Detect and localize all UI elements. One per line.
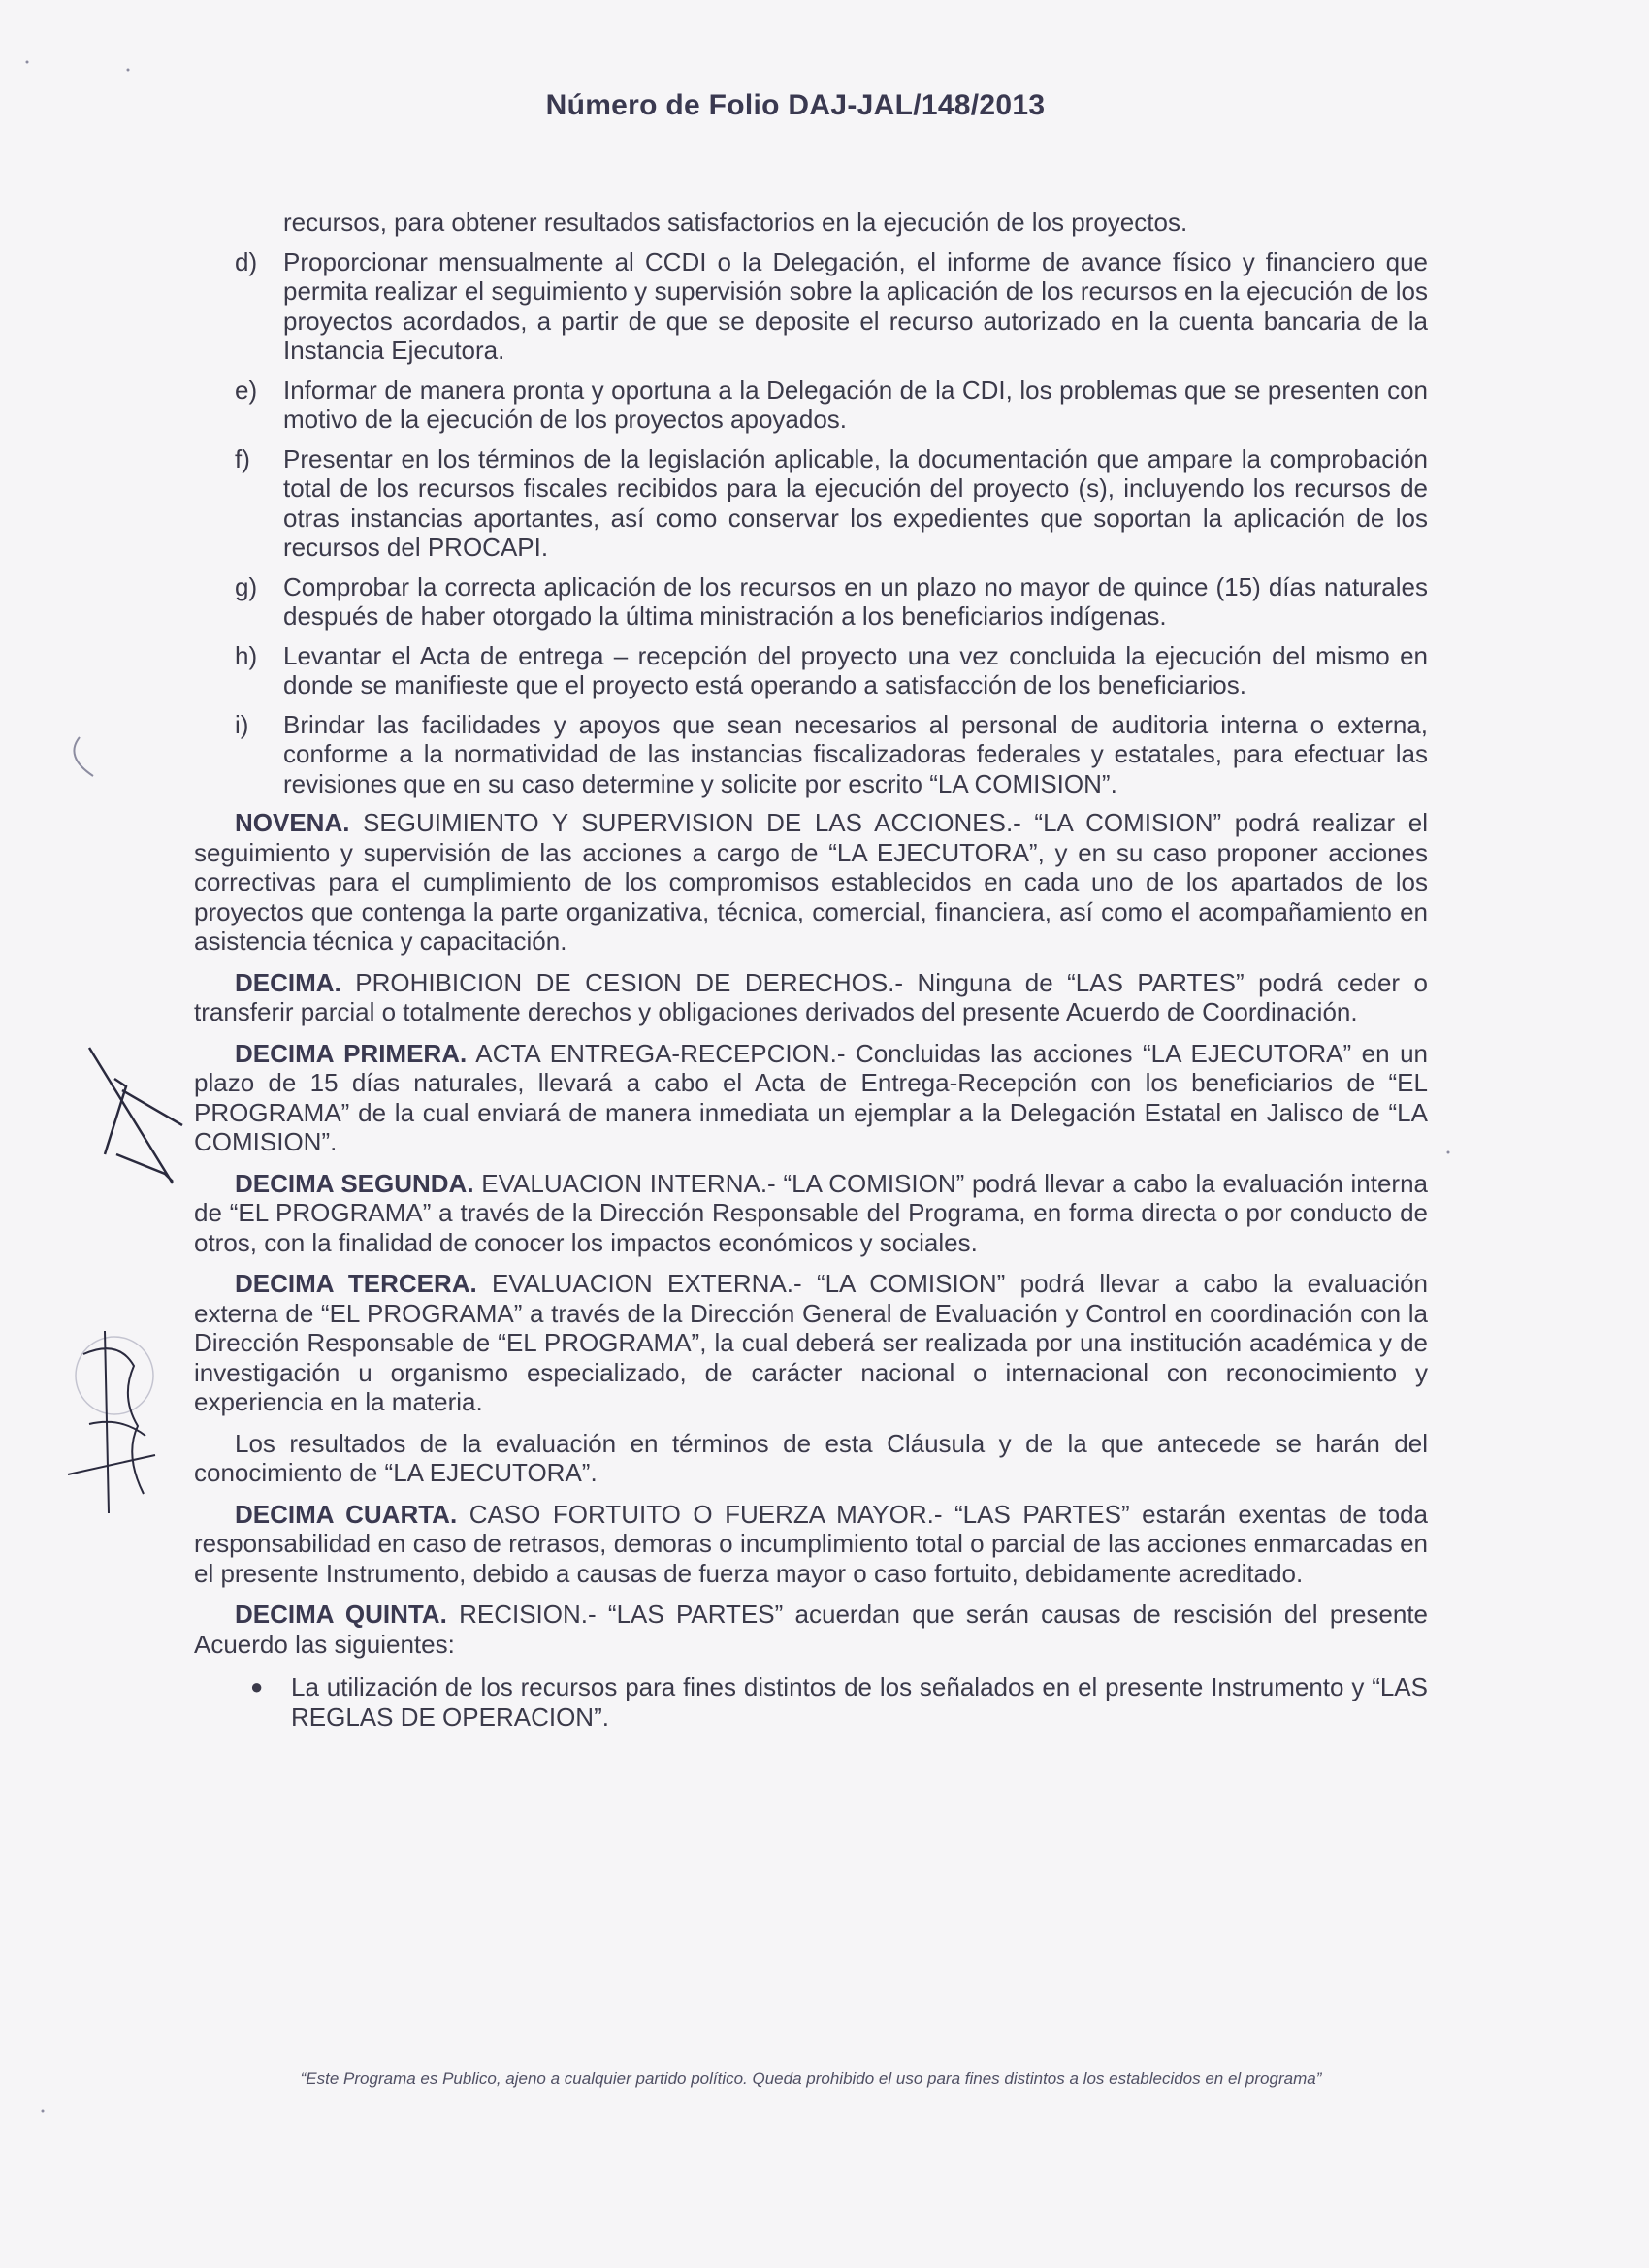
list-item-h [194, 641, 1428, 700]
list-item-g [194, 572, 1428, 632]
clause-text: SEGUIMIENTO Y SUPERVISION DE LAS ACCIONES.- “LA COMISION” podrá realizar el seguimiento y supervisión de las acciones a cargo de “LA EJECUTORA”, y en su caso proponer acciones correctivas para el cumplimiento de los compromisos establecidos en cada uno de los apartados de los proyectos que contenga la parte organizativa, técnica, comercial, financiera, así como el acompañamiento en asistencia técnica y capacitación. [194, 808, 1428, 956]
list-item-label: d) [235, 246, 258, 276]
list-item-text: Comprobar la correcta aplicación de los recursos en un plazo no mayor de quince (15) días naturales después de haber otorgado la última ministración a los beneficiarios indígenas. [283, 571, 1428, 631]
list-item-text: Brindar las facilidades y apoyos que sean necesarios al personal de auditoria interna o externa, conforme a la normatividad de las instancias fiscalizadoras federales y estatales, para efectuar las revisiones que en su caso determine y solicite por escrito “LA COMISION”. [283, 709, 1428, 798]
clause-text: CASO FORTUITO O FUERZA MAYOR.- “LAS PARTES” estarán exentas de toda responsabilidad en caso de retrasos, demoras o incumplimiento total o parcial de las acciones enmarcadas en el presente Instrumento, debido a causas de fuerza mayor o caso fortuito, debidamente acreditado. [194, 1499, 1428, 1588]
clause-decima-tercera [194, 1269, 1428, 1417]
list-item-text: Informar de manera pronta y oportuna a la Delegación de la CDI, los problemas que se presenten con motivo de la ejecución de los proyectos apoyados. [283, 374, 1428, 434]
clause-decima-cuarta [194, 1500, 1428, 1589]
list-item-text: Levantar el Acta de entrega – recepción del proyecto una vez concluida la ejecución del mismo en donde se manifieste que el proyecto está operando a satisfacción de los beneficiarios. [283, 640, 1428, 699]
clause-title: DECIMA SEGUNDA. [235, 1168, 474, 1198]
continuation-paragraph: recursos, para obtener resultados satisfactorios en la ejecución de los proyectos. [283, 208, 1188, 237]
list-item-label: e) [235, 374, 258, 405]
clause-text: EVALUACION EXTERNA.- “LA COMISION” podrá llevar a cabo la evaluación externa de “EL PROGRAMA” a través de la Dirección General de Evaluación y Control en coordinación con la Dirección Responsable de “EL PROGRAMA”, la cual deberá ser realizada por una institución académica y de investigación u organismo especializado, de carácter nacional o internacional con reconocimiento y experiencia en la materia. [194, 1269, 1428, 1416]
document-body [194, 208, 1428, 1732]
clause-text: EVALUACION INTERNA.- “LA COMISION” podrá llevar a cabo la evaluación interna de “EL PROGRAMA” a través de la Dirección Responsable del Programa, en forma directa o por conducto de otros, con la finalidad de conocer los impactos económicos y sociales. [194, 1168, 1428, 1257]
clause-title: DECIMA CUARTA. [235, 1499, 458, 1529]
list-item-text: Presentar en los términos de la legislación aplicable, la documentación que ampare la comprobación total de los recursos fiscales recibidos para la ejecución del proyecto (s), incluyendo los recursos de otras instancias aportantes, así como conservar los expedientes que soportan la aplicación de los recursos del PROCAPI. [283, 443, 1428, 562]
clause-text: RECISION.- “LAS PARTES” acuerdan que serán causas de rescisión del presente Acuerdo las siguientes: [194, 1600, 1429, 1659]
clause-decima-segunda [194, 1169, 1428, 1258]
clause-decima [194, 968, 1428, 1027]
clause-novena [194, 808, 1428, 956]
clause-text: ACTA ENTREGA-RECEPCION.- Concluidas las acciones “LA EJECUTORA” en un plazo de 15 días naturales, llevará a cabo el Acta de Entrega-Recepción con los beneficiarios de “EL PROGRAMA” de la cual enviará de manera inmediata un ejemplar a la Delegación Estatal en Jalisco de “LA COMISION”. [194, 1038, 1428, 1156]
clause-title: DECIMA QUINTA. [235, 1600, 447, 1629]
clause-decima-primera [194, 1039, 1428, 1157]
list-item-f [194, 444, 1428, 563]
list-item-label: i) [235, 709, 249, 739]
list-item-e [194, 375, 1428, 435]
clause-text: PROHIBICION DE CESION DE DERECHOS.- Ninguna de “LAS PARTES” podrá ceder o transferir parcial o totalmente derechos y obligaciones derivados del presente Acuerdo de Coordinación. [194, 967, 1428, 1026]
clause-resultados [194, 1429, 1428, 1488]
list-item-label: h) [235, 640, 258, 670]
list-item-text: Proporcionar mensualmente al CCDI o la Delegación, el informe de avance físico y financiero que permita realizar el seguimiento y supervisión sobre la aplicación de los recursos en la ejecución de los proyectos acordados, a partir de que se deposite el recurso autorizado en la cuenta bancaria de la Instancia Ejecutora. [283, 246, 1428, 365]
clause-title: DECIMA TERCERA. [235, 1269, 477, 1298]
clause-title: DECIMA. [235, 967, 341, 997]
list-item-d [194, 247, 1428, 366]
clause-decima-quinta [194, 1600, 1428, 1659]
clause-text: Los resultados de la evaluación en términos de esta Cláusula y de la que antecede se harán del conocimiento de “LA EJECUTORA”. [194, 1428, 1428, 1487]
bullet-dot-icon: ● [250, 1674, 264, 1699]
bullet-text: La utilización de los recursos para fines distintos de los señalados en el presente Instrumento y “LAS REGLAS DE OPERACION”. [291, 1672, 1428, 1732]
list-item-i [194, 710, 1428, 799]
bullet-item [194, 1672, 1428, 1732]
clause-title: DECIMA PRIMERA. [235, 1038, 468, 1068]
clause-title: NOVENA. [235, 808, 350, 837]
list-item-label: g) [235, 571, 258, 601]
footer-disclaimer: “Este Programa es Publico, ajeno a cualquier partido político. Queda prohibido el uso para fines distintos a los establecidos en el programa” [300, 2069, 1322, 2088]
list-item-label: f) [235, 443, 250, 473]
folio-header: Número de Folio DAJ-JAL/148/2013 [545, 89, 1046, 121]
